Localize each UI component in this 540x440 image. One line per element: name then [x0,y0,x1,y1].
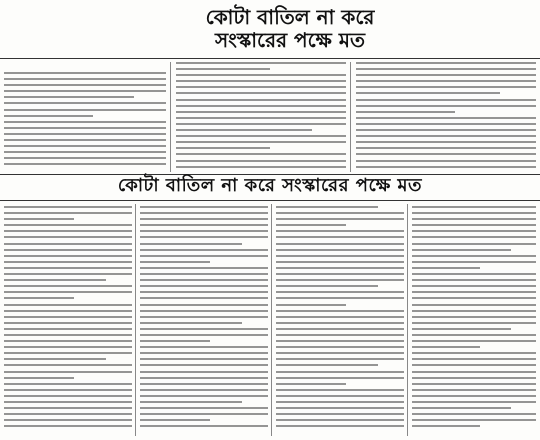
body-text-line [140,328,268,330]
body-text-line [4,322,132,324]
body-text-line [356,147,536,149]
body-text-line [412,383,536,385]
body-text-line [356,92,500,94]
body-text-line [140,236,268,238]
body-text-line [4,133,166,135]
body-text-line [412,328,511,330]
body-text-line [4,157,166,159]
body-text-line [140,267,268,269]
body-text-line [412,297,536,299]
body-text-line [356,141,536,143]
body-text-line [356,166,536,168]
body-text-line [356,111,455,113]
body-text-line [276,243,404,245]
body-text-line [140,401,242,403]
body-text-line [176,86,346,88]
body-text-line [276,407,404,409]
body-text-line [356,117,536,119]
body-text-line [412,322,536,324]
body-text-line [276,297,404,299]
body-text-line [412,236,536,238]
body-text-line [4,127,166,129]
body-text-line [140,407,268,409]
body-text-line [140,304,268,306]
body-text-line [140,352,268,354]
body-text-line [4,371,132,373]
body-text-line [176,111,346,113]
body-text-line [276,236,404,238]
body-text-line [140,224,268,226]
body-text-line [412,267,480,269]
body-text-line [4,340,132,342]
lower-column-3 [276,206,404,436]
body-text-line [276,285,378,287]
body-text-line [356,62,536,64]
body-text-line [412,255,536,257]
body-text-line [4,121,166,123]
body-text-line [4,151,166,153]
body-text-line [412,285,536,287]
body-text-line [356,99,536,101]
body-text-line [176,117,346,119]
body-text-line [356,74,536,76]
body-text-line [276,328,404,330]
body-text-line [356,123,536,125]
body-text-line [4,102,166,104]
body-text-line [276,371,404,373]
body-text-line [276,401,404,403]
body-text-line [412,206,536,208]
body-text-line [276,395,404,397]
body-text-line [4,163,166,165]
body-text-line [276,291,404,293]
body-text-line [4,310,132,312]
body-text-line [412,291,536,293]
lower-column-4 [412,206,536,436]
body-text-line [140,249,268,251]
body-text-line [140,316,268,318]
body-text-line [4,243,132,245]
body-text-line [412,364,536,366]
body-text-line [140,297,268,299]
body-text-line [412,371,536,373]
upper-column-2 [176,62,346,172]
body-text-line [4,419,132,421]
body-text-line [276,273,404,275]
body-text-line [140,371,268,373]
body-text-line [276,206,378,208]
body-text-line [412,425,480,427]
body-text-line [4,334,132,336]
body-text-line [140,243,242,245]
page-headline: কোটা বাতিল না করে সংস্কারের পক্ষে মত [205,5,375,52]
body-text-line [140,377,268,379]
body-text-line [276,316,404,318]
body-text-line [140,279,268,281]
body-text-line [4,84,166,86]
body-text-line [276,413,404,415]
body-text-line [140,389,268,391]
body-text-line [176,123,346,125]
body-text-line [140,218,268,220]
body-text-line [356,105,536,107]
body-text-line [412,273,536,275]
body-text-line [276,261,404,263]
body-text-line [140,310,268,312]
body-text-line [412,413,536,415]
body-text-line [412,334,536,336]
body-text-line [412,389,536,391]
body-text-line [412,352,536,354]
body-text-line [276,364,378,366]
body-text-line [140,291,268,293]
body-text-line [356,68,536,70]
body-text-line [276,334,404,336]
body-text-line [176,147,270,149]
body-text-line [356,86,536,88]
body-text-line [4,218,74,220]
body-text-line [4,364,132,366]
body-text-line [276,322,404,324]
body-text-line [140,285,268,287]
body-text-line [412,395,536,397]
body-text-line [356,80,536,82]
body-text-line [4,273,132,275]
body-text-line [412,224,536,226]
body-text-line [412,401,536,403]
body-text-line [140,413,268,415]
body-text-line [140,255,268,257]
body-text-line [4,115,93,117]
body-text-line [356,160,536,162]
body-text-line [4,72,166,74]
body-text-line [356,129,536,131]
body-text-line [140,358,268,360]
body-text-line [4,285,132,287]
body-text-line [412,316,536,318]
body-text-line [140,230,268,232]
body-text-line [412,261,536,263]
body-text-line [4,328,132,330]
body-text-line [140,206,268,208]
body-text-line [412,310,536,312]
body-text-line [176,166,346,168]
body-text-line [412,419,536,421]
body-text-line [140,322,242,324]
body-text-line [4,224,132,226]
body-text-line [4,291,132,293]
body-text-line [412,304,536,306]
body-text-line [176,92,346,94]
body-text-line [4,279,106,281]
body-text-line [140,346,268,348]
body-text-line [276,310,404,312]
body-text-line [276,224,346,226]
body-text-line [276,425,404,427]
inner-divider [0,200,540,201]
body-text-line [4,206,132,208]
body-text-line [4,212,132,214]
body-text-line [176,141,346,143]
body-text-line [176,99,346,101]
body-text-line [4,358,106,360]
column-divider [135,204,136,436]
inner-headline: কোটা বাতিল না করে সংস্কারের পক্ষে মত [117,175,423,196]
column-divider [350,62,351,172]
body-text-line [4,377,74,379]
body-text-line [4,407,132,409]
body-text-line [4,109,166,111]
body-text-line [4,425,132,427]
body-text-line [356,135,536,137]
body-text-line [276,383,346,385]
body-text-line [176,68,270,70]
body-text-line [140,334,268,336]
body-text-line [276,304,346,306]
body-text-line [412,358,536,360]
body-text-line [140,364,268,366]
body-text-line [4,78,166,80]
column-divider [170,62,171,172]
body-text-line [4,401,132,403]
body-text-line [4,297,74,299]
body-text-line [412,407,511,409]
body-text-line [276,389,404,391]
body-text-line [276,419,404,421]
top-divider [0,58,540,59]
body-text-line [4,90,166,92]
body-text-line [4,346,132,348]
body-text-line [412,249,511,251]
body-text-line [4,96,134,98]
lower-column-2 [140,206,268,436]
body-text-line [276,255,404,257]
body-text-line [276,249,404,251]
lower-column-1 [4,206,132,436]
body-text-line [4,230,132,232]
body-text-line [140,273,268,275]
body-text-line [276,358,404,360]
body-text-line [276,346,404,348]
body-text-line [176,160,346,162]
body-text-line [140,261,210,263]
body-text-line [356,153,536,155]
body-text-line [4,389,132,391]
body-text-line [4,413,132,415]
body-text-line [276,340,404,342]
body-text-line [4,236,132,238]
body-text-line [140,340,210,342]
body-text-line [176,135,346,137]
body-text-line [4,267,132,269]
body-text-line [276,377,404,379]
body-text-line [412,218,536,220]
body-text-line [412,377,536,379]
body-text-line [412,279,536,281]
body-text-line [4,261,132,263]
body-text-line [412,212,536,214]
body-text-line [140,212,268,214]
column-divider [271,204,272,436]
column-divider [407,204,408,436]
body-text-line [176,129,312,131]
body-text-line [140,419,210,421]
body-text-line [140,395,268,397]
body-text-line [4,316,132,318]
upper-column-3 [356,62,536,172]
upper-column-1 [4,72,166,172]
body-text-line [412,243,536,245]
body-text-line [276,279,404,281]
body-text-line [4,255,132,257]
body-text-line [4,352,132,354]
body-text-line [412,340,536,342]
body-text-line [276,212,404,214]
body-text-line [4,395,132,397]
body-text-line [276,230,404,232]
body-text-line [4,383,132,385]
body-text-line [176,74,346,76]
body-text-line [176,105,346,107]
body-text-line [176,80,346,82]
body-text-line [412,346,480,348]
body-text-line [140,425,268,427]
body-text-line [4,304,132,306]
body-text-line [276,218,404,220]
body-text-line [4,249,132,251]
body-text-line [276,267,404,269]
body-text-line [176,153,346,155]
body-text-line [176,62,346,64]
body-text-line [412,230,536,232]
body-text-line [140,383,268,385]
body-text-line [4,145,166,147]
body-text-line [276,352,404,354]
body-text-line [4,139,166,141]
